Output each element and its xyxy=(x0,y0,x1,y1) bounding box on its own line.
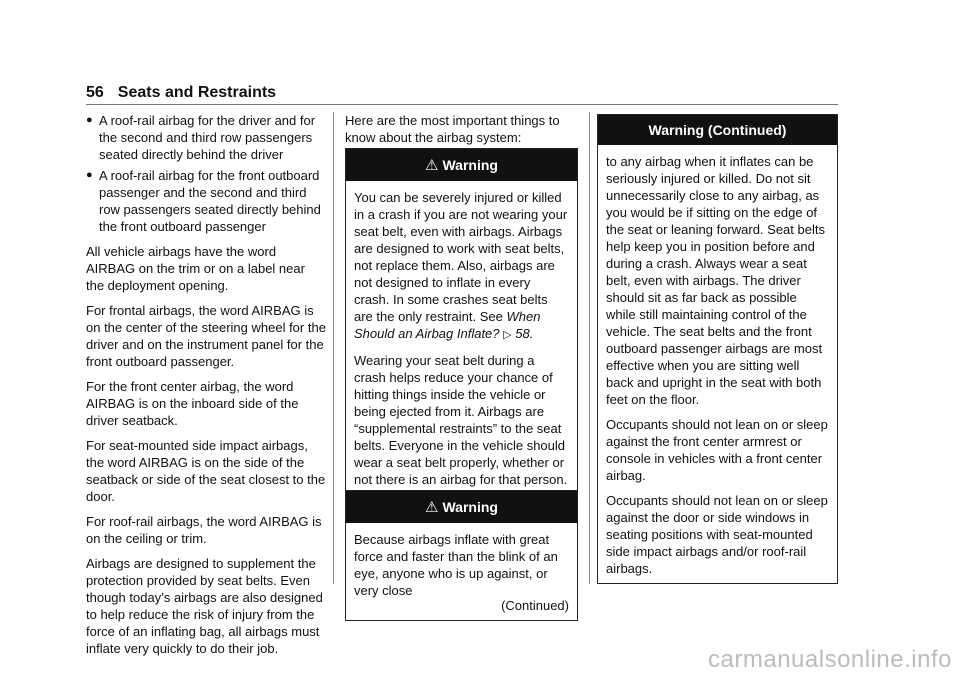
warning-paragraph: You can be severely injured or killed in a crash if you are not wearing your seat belt, even with airbags. Airbags are designed to work with seat belts, not replace them. Also, airbags are not designed to inflate in every crash. In some crashes seat belts are the only restraint. See When Should an Airbag Inflate? ▷ 58. xyxy=(354,190,568,341)
list-item: ● A roof-rail airbag for the driver and for the second and third row passengers seated directly behind the driver xyxy=(86,113,316,162)
warning-paragraph: Wearing your seat belt during a crash helps reduce your chance of hitting things inside the vehicle or being ejected from it. Airbags are “supplemental restraints” to the seat belts. Everyone in the vehicle should wear a seat belt properly, whether or not there is an airbag for that person. xyxy=(354,353,568,487)
section-title: Seats and Restraints xyxy=(117,84,277,101)
warning-box-2 xyxy=(345,490,578,621)
paragraph: All vehicle airbags have the word AIRBAG on the trim or on a label near the deployment opening. xyxy=(86,244,305,293)
warning-paragraph: Occupants should not lean on or sleep against the front center armrest or console in vehicles with a front center airbag. xyxy=(606,417,828,483)
watermark: carmanualsonline.info xyxy=(708,646,952,673)
intro-paragraph: Here are the most important things to know about the airbag system: xyxy=(345,113,560,145)
warning-box-continued xyxy=(597,114,838,584)
warning-paragraph: Because airbags inflate with great force and faster than the blink of an eye, anyone who is up against, or very close xyxy=(354,532,558,598)
cross-reference-link[interactable]: When Should an Airbag Inflate? xyxy=(354,309,541,341)
warning-box-1 xyxy=(345,148,578,495)
continued-label: (Continued) xyxy=(501,598,569,613)
column-divider-2 xyxy=(589,112,590,584)
page-reference-icon: ▷ xyxy=(503,329,512,341)
page-number: 56 xyxy=(86,84,104,101)
bullet-icon: ● xyxy=(86,169,93,181)
list-item: ● A roof-rail airbag for the front outboard passenger and the second and third row passengers seated directly behind the front outboard passenger xyxy=(86,168,321,234)
paragraph: For roof-rail airbags, the word AIRBAG is on the ceiling or trim. xyxy=(86,514,322,546)
warning-body xyxy=(598,145,837,583)
paragraph: For the front center airbag, the word AIRBAG is on the inboard side of the driver seatback. xyxy=(86,379,299,428)
paragraph: For frontal airbags, the word AIRBAG is on the center of the steering wheel for the driver and on the instrument panel for the front outboard passenger. xyxy=(86,303,326,369)
page-reference[interactable]: 58. xyxy=(515,326,534,341)
warning-paragraph: to any airbag when it inflates can be seriously injured or killed. Do not sit unnecessarily close to any airbag, as you would be if sitting on the edge of the seat or leaning forward. Seat belts help keep you in position before and during a crash. Always wear a seat belt, even with airbags. The driver should sit as far back as possible while still maintaining control of the vehicle. The seat belts and the front outboard passenger airbags are most effective when you are sitting well back and upright in the seat with both feet on the floor. xyxy=(606,154,825,407)
warning-header: Warning (Continued) xyxy=(598,115,837,145)
warning-icon: ⚠ xyxy=(425,157,439,174)
warning-paragraph: Occupants should not lean on or sleep against the door or side windows in seating positions with seat-mounted side impact airbags and/or roof-rail airbags. xyxy=(606,493,828,576)
column-divider-1 xyxy=(333,112,334,584)
page-header xyxy=(86,84,276,102)
column-1 xyxy=(86,112,326,665)
warning-icon: ⚠ xyxy=(425,499,439,516)
header-rule xyxy=(86,104,838,105)
warning-header: ⚠ Warning xyxy=(346,149,577,181)
warning-body xyxy=(346,523,577,620)
warning-header: ⚠ Warning xyxy=(346,491,577,523)
warning-body xyxy=(346,181,577,494)
paragraph: Airbags are designed to supplement the protection provided by seat belts. Even though today’s airbags are also designed to help reduce the risk of injury from the force of an inflating bag, all airbags must inflate very quickly to do their job. xyxy=(86,556,323,656)
paragraph: For seat-mounted side impact airbags, the word AIRBAG is on the side of the seatback or side of the seat closest to the door. xyxy=(86,438,326,504)
bullet-icon: ● xyxy=(86,114,93,126)
